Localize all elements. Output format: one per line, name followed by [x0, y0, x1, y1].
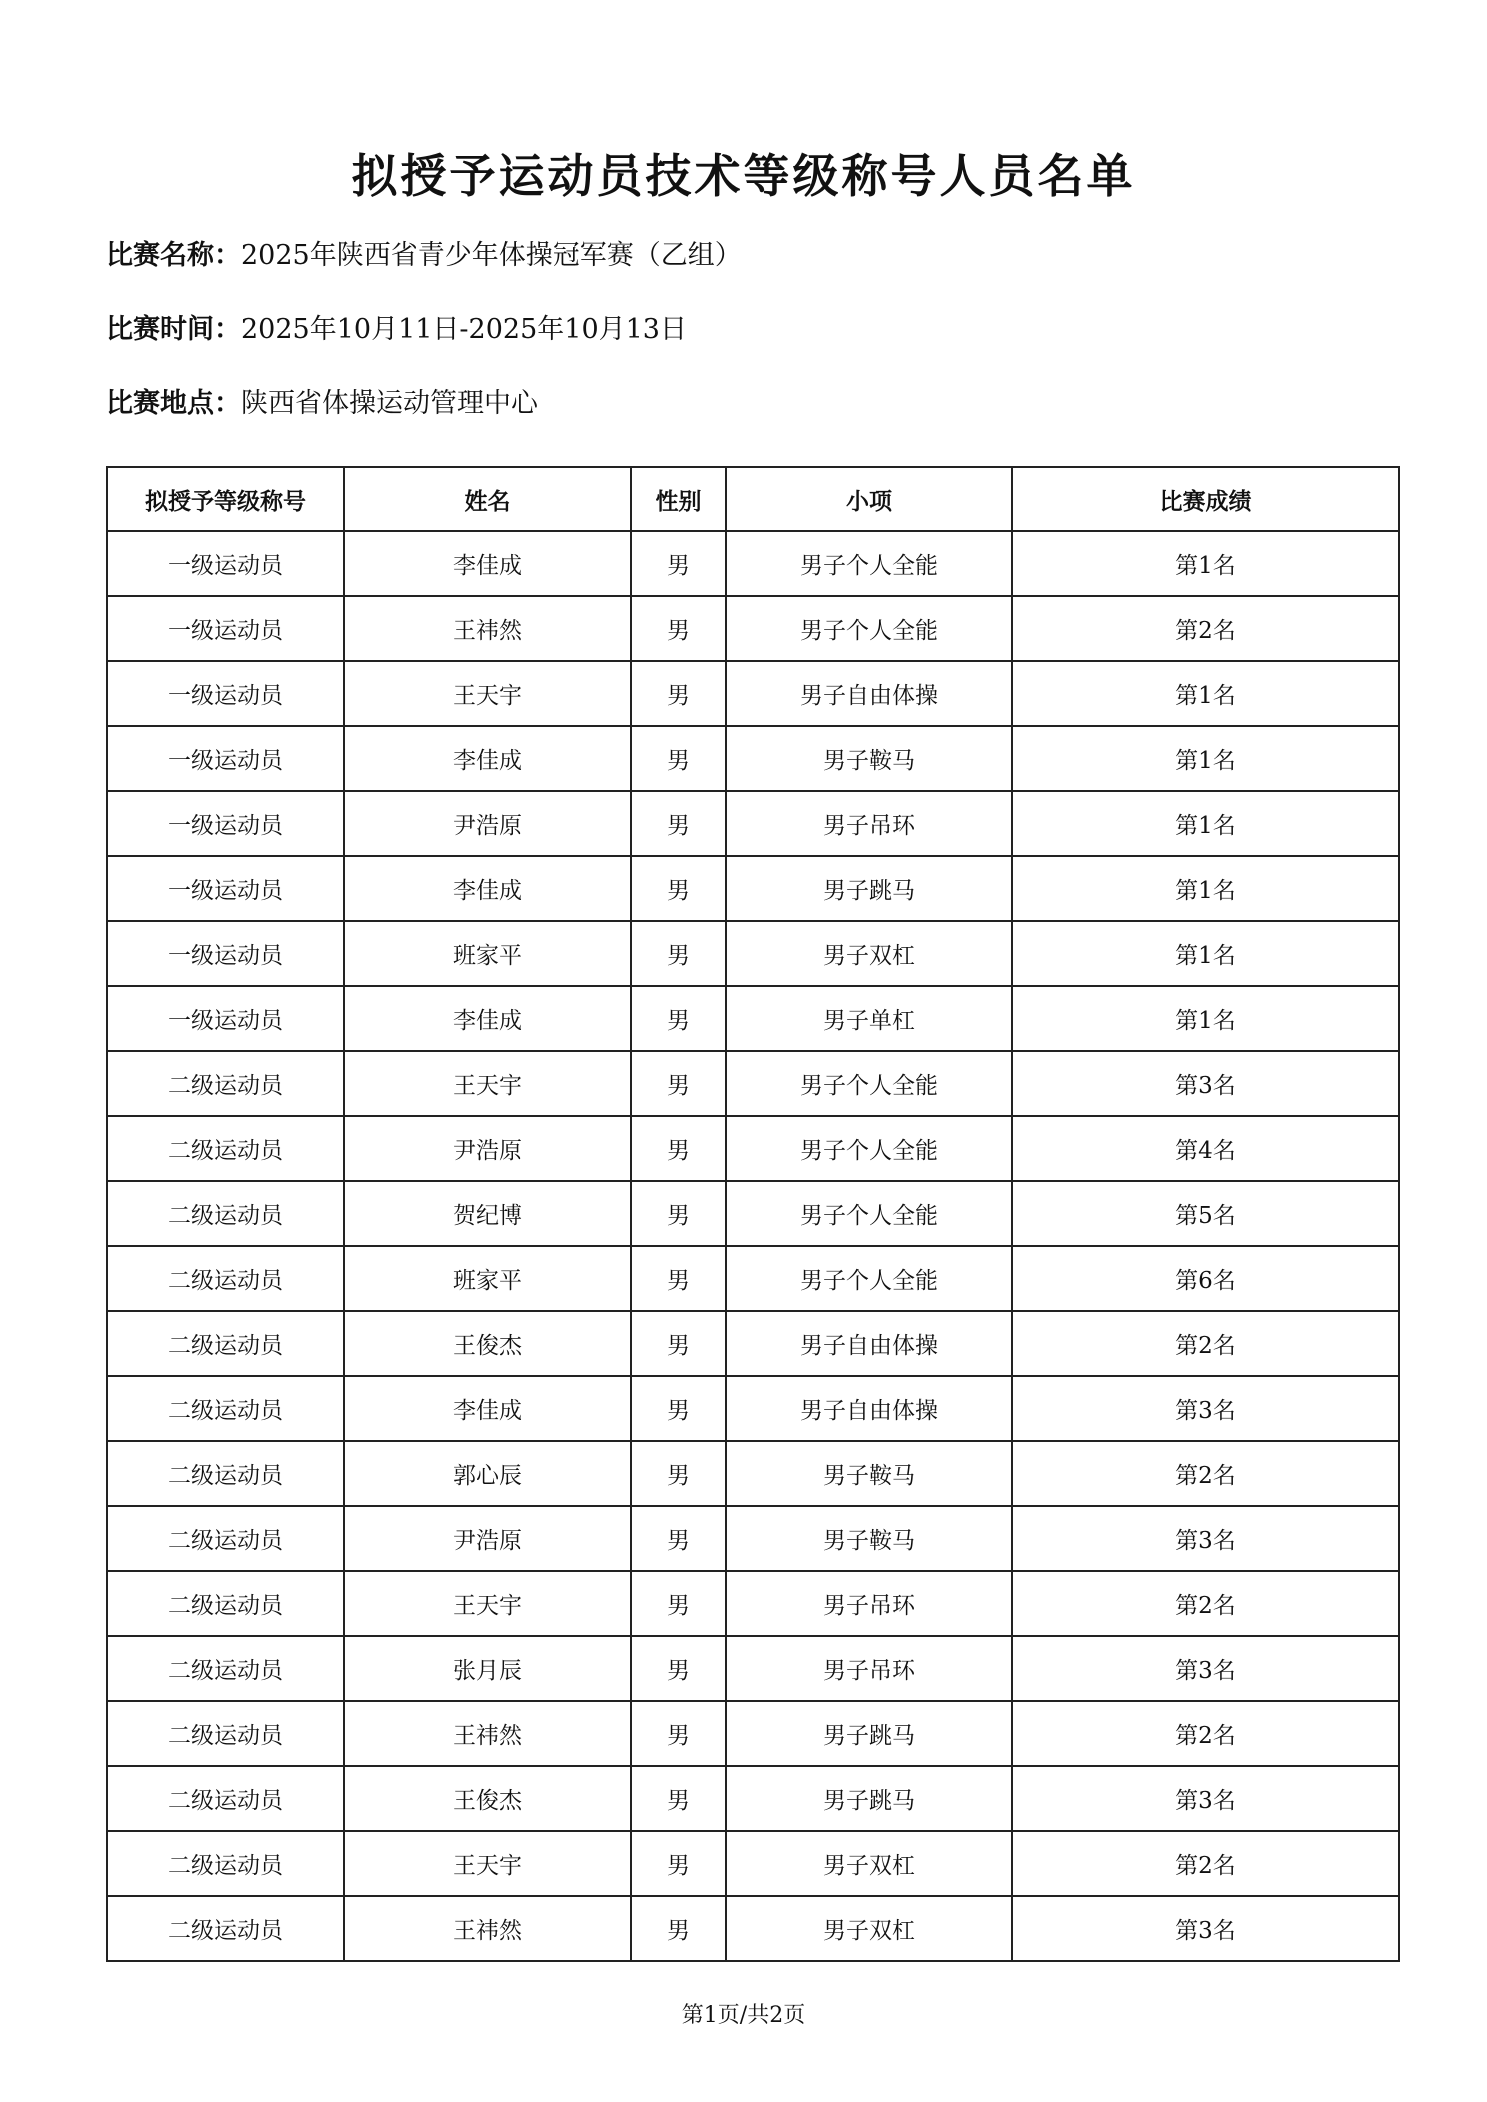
- cell-gender: 男: [631, 531, 726, 596]
- cell-name: 尹浩原: [344, 791, 631, 856]
- cell-gender: 男: [631, 1506, 726, 1571]
- cell-gender: 男: [631, 986, 726, 1051]
- cell-grade-title: 一级运动员: [107, 531, 344, 596]
- table-row: [107, 661, 1399, 726]
- cell-name: 王祎然: [344, 1701, 631, 1766]
- cell-grade-title: 二级运动员: [107, 1051, 344, 1116]
- cell-result: 第3名: [1012, 1896, 1399, 1961]
- cell-event: 男子跳马: [726, 856, 1012, 921]
- cell-gender: 男: [631, 1051, 726, 1116]
- cell-result: 第2名: [1012, 596, 1399, 661]
- table-row: [107, 1051, 1399, 1116]
- cell-result: 第3名: [1012, 1376, 1399, 1441]
- table-row: [107, 1506, 1399, 1571]
- competition-place-label: 比赛地点：: [106, 388, 241, 419]
- cell-result: 第3名: [1012, 1766, 1399, 1831]
- cell-gender: 男: [631, 596, 726, 661]
- cell-result: 第3名: [1012, 1051, 1399, 1116]
- cell-event: 男子鞍马: [726, 726, 1012, 791]
- page-number: 第1页/共2页: [681, 2003, 806, 2028]
- cell-gender: 男: [631, 1181, 726, 1246]
- cell-result: 第5名: [1012, 1181, 1399, 1246]
- cell-name: 尹浩原: [344, 1506, 631, 1571]
- table-row: [107, 1246, 1399, 1311]
- cell-event: 男子跳马: [726, 1701, 1012, 1766]
- table-row: [107, 1766, 1399, 1831]
- table-row: [107, 1571, 1399, 1636]
- cell-result: 第2名: [1012, 1311, 1399, 1376]
- cell-event: 男子个人全能: [726, 1181, 1012, 1246]
- competition-time-line: [106, 307, 687, 346]
- table-row: [107, 921, 1399, 986]
- cell-name: 李佳成: [344, 986, 631, 1051]
- cell-event: 男子自由体操: [726, 661, 1012, 726]
- cell-gender: 男: [631, 856, 726, 921]
- cell-name: 尹浩原: [344, 1116, 631, 1181]
- cell-name: 班家平: [344, 1246, 631, 1311]
- cell-event: 男子跳马: [726, 1766, 1012, 1831]
- cell-result: 第6名: [1012, 1246, 1399, 1311]
- cell-event: 男子个人全能: [726, 1116, 1012, 1181]
- table-row: [107, 1441, 1399, 1506]
- cell-name: 贺纪博: [344, 1181, 631, 1246]
- table-row: [107, 1376, 1399, 1441]
- cell-event: 男子自由体操: [726, 1311, 1012, 1376]
- cell-result: 第2名: [1012, 1441, 1399, 1506]
- cell-event: 男子个人全能: [726, 531, 1012, 596]
- cell-result: 第3名: [1012, 1636, 1399, 1701]
- table-row: [107, 1701, 1399, 1766]
- cell-grade-title: 二级运动员: [107, 1181, 344, 1246]
- cell-name: 王天宇: [344, 1831, 631, 1896]
- cell-gender: 男: [631, 1831, 726, 1896]
- cell-gender: 男: [631, 1571, 726, 1636]
- table-row: [107, 1831, 1399, 1896]
- cell-gender: 男: [631, 1116, 726, 1181]
- cell-result: 第2名: [1012, 1701, 1399, 1766]
- cell-event: 男子鞍马: [726, 1441, 1012, 1506]
- cell-grade-title: 一级运动员: [107, 856, 344, 921]
- table-row: [107, 856, 1399, 921]
- header-result: 比赛成绩: [1012, 467, 1399, 531]
- cell-name: 李佳成: [344, 856, 631, 921]
- competition-name-line: [106, 233, 742, 272]
- cell-name: 李佳成: [344, 1376, 631, 1441]
- cell-result: 第1名: [1012, 531, 1399, 596]
- competition-name-label: 比赛名称：: [106, 240, 241, 271]
- table-row: [107, 1636, 1399, 1701]
- cell-event: 男子双杠: [726, 1896, 1012, 1961]
- cell-result: 第1名: [1012, 661, 1399, 726]
- table-row: [107, 791, 1399, 856]
- cell-name: 张月辰: [344, 1636, 631, 1701]
- cell-gender: 男: [631, 1441, 726, 1506]
- cell-gender: 男: [631, 1376, 726, 1441]
- cell-name: 王天宇: [344, 661, 631, 726]
- cell-grade-title: 一级运动员: [107, 791, 344, 856]
- cell-name: 班家平: [344, 921, 631, 986]
- table-row: [107, 596, 1399, 661]
- cell-event: 男子单杠: [726, 986, 1012, 1051]
- header-grade-title: 拟授予等级称号: [107, 467, 344, 531]
- cell-grade-title: 一级运动员: [107, 726, 344, 791]
- cell-grade-title: 二级运动员: [107, 1896, 344, 1961]
- cell-gender: 男: [631, 1766, 726, 1831]
- table-row: [107, 726, 1399, 791]
- cell-grade-title: 二级运动员: [107, 1766, 344, 1831]
- table-row: [107, 1896, 1399, 1961]
- cell-gender: 男: [631, 1246, 726, 1311]
- cell-event: 男子双杠: [726, 921, 1012, 986]
- cell-event: 男子自由体操: [726, 1376, 1012, 1441]
- cell-result: 第1名: [1012, 726, 1399, 791]
- cell-gender: 男: [631, 921, 726, 986]
- competition-place-value: 陕西省体操运动管理中心: [241, 388, 538, 419]
- cell-event: 男子鞍马: [726, 1506, 1012, 1571]
- table-row: [107, 1181, 1399, 1246]
- cell-result: 第1名: [1012, 856, 1399, 921]
- table-row: [107, 1311, 1399, 1376]
- cell-name: 李佳成: [344, 531, 631, 596]
- header-event: 小项: [726, 467, 1012, 531]
- cell-grade-title: 二级运动员: [107, 1701, 344, 1766]
- header-gender: 性别: [631, 467, 726, 531]
- cell-gender: 男: [631, 791, 726, 856]
- cell-name: 王天宇: [344, 1571, 631, 1636]
- cell-name: 王祎然: [344, 1896, 631, 1961]
- cell-event: 男子吊环: [726, 1571, 1012, 1636]
- competition-name-value: 2025年陕西省青少年体操冠军赛（乙组）: [241, 240, 742, 271]
- cell-grade-title: 二级运动员: [107, 1311, 344, 1376]
- competition-time-label: 比赛时间：: [106, 314, 241, 345]
- cell-event: 男子个人全能: [726, 1246, 1012, 1311]
- table-body: [107, 531, 1399, 1961]
- cell-grade-title: 二级运动员: [107, 1376, 344, 1441]
- cell-name: 李佳成: [344, 726, 631, 791]
- cell-gender: 男: [631, 1311, 726, 1376]
- table-header-row: [107, 467, 1399, 531]
- athlete-roster-table: [106, 466, 1400, 1962]
- cell-name: 王俊杰: [344, 1766, 631, 1831]
- cell-result: 第1名: [1012, 921, 1399, 986]
- cell-grade-title: 一级运动员: [107, 596, 344, 661]
- cell-grade-title: 一级运动员: [107, 921, 344, 986]
- cell-grade-title: 一级运动员: [107, 661, 344, 726]
- cell-event: 男子个人全能: [726, 596, 1012, 661]
- cell-event: 男子吊环: [726, 791, 1012, 856]
- competition-time-value: 2025年10月11日-2025年10月13日: [241, 314, 687, 345]
- cell-gender: 男: [631, 661, 726, 726]
- cell-result: 第2名: [1012, 1571, 1399, 1636]
- page-title: 拟授予运动员技术等级称号人员名单: [351, 149, 1136, 203]
- cell-result: 第4名: [1012, 1116, 1399, 1181]
- cell-event: 男子吊环: [726, 1636, 1012, 1701]
- cell-grade-title: 二级运动员: [107, 1441, 344, 1506]
- cell-result: 第1名: [1012, 791, 1399, 856]
- cell-gender: 男: [631, 1636, 726, 1701]
- header-name: 姓名: [344, 467, 631, 531]
- cell-name: 王俊杰: [344, 1311, 631, 1376]
- competition-place-line: [106, 381, 538, 420]
- cell-result: 第3名: [1012, 1506, 1399, 1571]
- cell-grade-title: 二级运动员: [107, 1831, 344, 1896]
- cell-gender: 男: [631, 1896, 726, 1961]
- cell-grade-title: 二级运动员: [107, 1506, 344, 1571]
- cell-event: 男子个人全能: [726, 1051, 1012, 1116]
- cell-result: 第1名: [1012, 986, 1399, 1051]
- table-row: [107, 1116, 1399, 1181]
- table-row: [107, 986, 1399, 1051]
- table-row: [107, 531, 1399, 596]
- cell-grade-title: 二级运动员: [107, 1571, 344, 1636]
- cell-grade-title: 二级运动员: [107, 1636, 344, 1701]
- cell-name: 王祎然: [344, 596, 631, 661]
- cell-name: 王天宇: [344, 1051, 631, 1116]
- cell-gender: 男: [631, 1701, 726, 1766]
- cell-gender: 男: [631, 726, 726, 791]
- cell-result: 第2名: [1012, 1831, 1399, 1896]
- cell-name: 郭心辰: [344, 1441, 631, 1506]
- cell-grade-title: 二级运动员: [107, 1116, 344, 1181]
- cell-grade-title: 一级运动员: [107, 986, 344, 1051]
- cell-event: 男子双杠: [726, 1831, 1012, 1896]
- cell-grade-title: 二级运动员: [107, 1246, 344, 1311]
